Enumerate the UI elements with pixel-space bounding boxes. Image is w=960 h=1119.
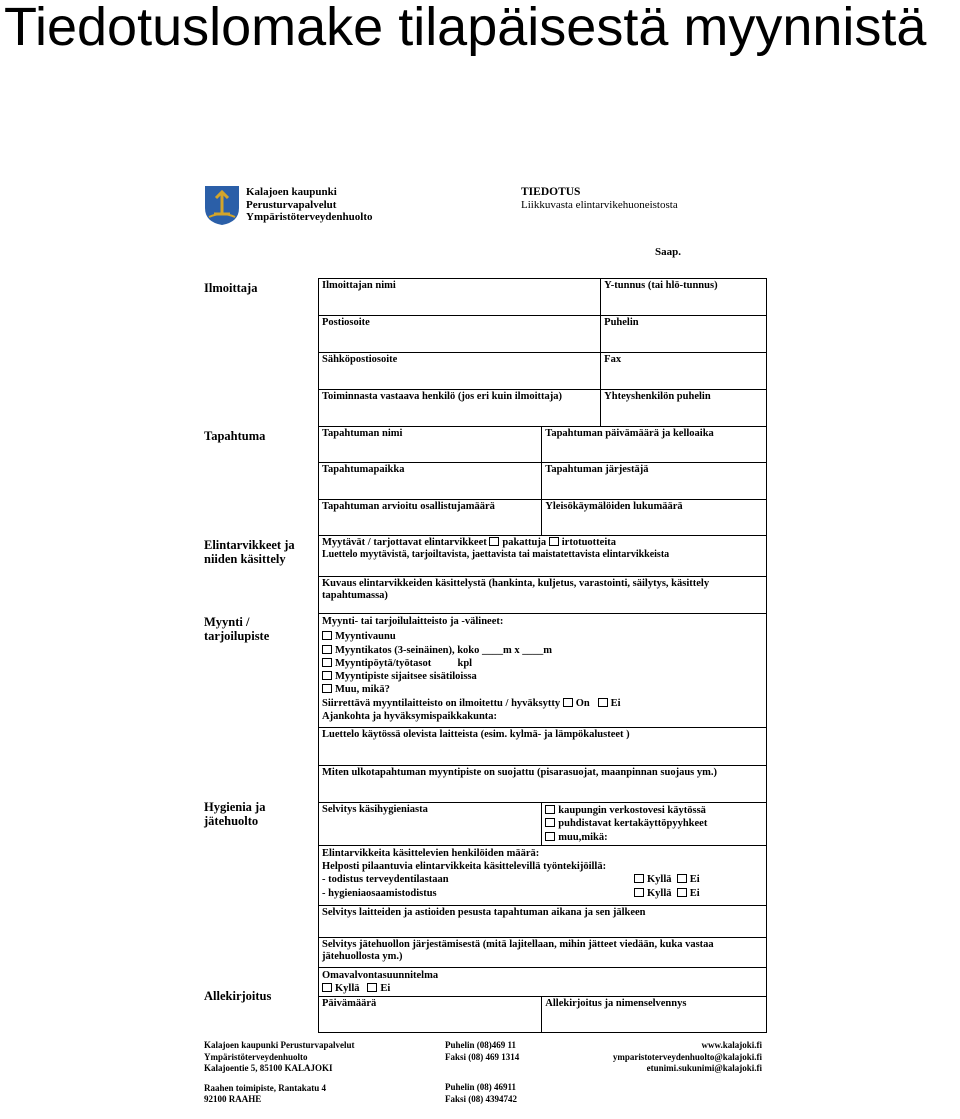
field-name[interactable]: Ilmoittajan nimi bbox=[319, 279, 601, 316]
field-outdoor-protection[interactable]: Miten ulkotapahtuman myyntipiste on suojattu (pisarasuojat, maanpinnan suojaus ym.) bbox=[319, 766, 767, 803]
field-signature[interactable]: Allekirjoitus ja nimenselvennys bbox=[542, 997, 767, 1033]
field-fax[interactable]: Fax bbox=[601, 353, 767, 390]
section-allekirjoitus: Allekirjoitus bbox=[204, 989, 272, 1003]
field-waste[interactable]: Selvitys jätehuollon järjestämisestä (mitä lajitellaan, mihin jätteet viedään, kuka vastaa jätehuollosta ym.) bbox=[319, 937, 767, 967]
passport-no-checkbox[interactable] bbox=[677, 888, 687, 897]
field-event-place[interactable]: Tapahtumapaikka bbox=[319, 463, 542, 500]
other-checkbox[interactable] bbox=[322, 684, 332, 693]
mobile-yes-checkbox[interactable] bbox=[563, 698, 573, 707]
self-control-no-checkbox[interactable] bbox=[367, 983, 377, 992]
section-hygienia: Hygienia ja jätehuolto bbox=[204, 800, 266, 828]
field-equipment[interactable]: Myynti- tai tarjoilulaitteisto ja -välineet: Myyntivaunu Myyntikatos (3-seinäinen), koko ____m x ____m Myyntipöytä/työtasot kpl Myyntipiste sijaitsee sisätiloissa Muu, mikä? Siirrettävä myyntilaitteisto on ilmoitettu / hyväksytty On Ei Ajankohta ja hyväksymispaikkakunta: bbox=[319, 614, 767, 728]
field-toilets[interactable]: Yleisökäymälöiden lukumäärä bbox=[542, 500, 767, 536]
field-contact[interactable]: Toiminnasta vastaava henkilö (jos eri kuin ilmoittaja) bbox=[319, 390, 601, 427]
footer-web: www.kalajoki.fi ymparistoterveydenhuolto@kalajoki.fi etunimi.sukunimi@kalajoki.fi bbox=[612, 1040, 762, 1073]
coat-of-arms-logo bbox=[204, 184, 240, 226]
field-phone[interactable]: Puhelin bbox=[601, 316, 767, 353]
slide-title: Tiedotuslomake tilapäisestä myynnistä bbox=[4, 0, 927, 57]
water-checkbox[interactable] bbox=[545, 805, 555, 814]
field-participants[interactable]: Tapahtuman arvioitu osallistujamäärä bbox=[319, 500, 542, 536]
field-event-organizer[interactable]: Tapahtuman järjestäjä bbox=[542, 463, 767, 500]
passport-yes-checkbox[interactable] bbox=[634, 888, 644, 897]
received-label: Saap. bbox=[655, 246, 681, 258]
field-food-handling[interactable]: Kuvaus elintarvikkeiden käsittelystä (hankinta, kuljetus, varastointi, säilytys, käsittely tapahtumassa) bbox=[319, 577, 767, 614]
section-myynti: Myynti / tarjoilupiste bbox=[204, 615, 270, 643]
field-workers[interactable]: Elintarvikkeita käsittelevien henkilöiden määrä: Helposti pilaantuvia elintarvikkeita käsittelevillä työntekijöillä: - todistus terveydentilastaan Kyllä Ei - hygieniaosaamistodistus Kyllä Ei bbox=[319, 845, 767, 905]
field-email[interactable]: Sähköpostiosoite bbox=[319, 353, 601, 390]
field-event-date[interactable]: Tapahtuman päivämäärä ja kelloaika bbox=[542, 427, 767, 463]
tent-checkbox[interactable] bbox=[322, 645, 332, 654]
other-hygiene-checkbox[interactable] bbox=[545, 832, 555, 841]
field-ytunnus[interactable]: Y-tunnus (tai hlö-tunnus) bbox=[601, 279, 767, 316]
health-no-checkbox[interactable] bbox=[677, 874, 687, 883]
hygiene-options: kaupungin verkostovesi käytössä puhdistavat kertakäyttöpyyhkeet muu,mikä: bbox=[542, 803, 767, 846]
field-hand-hygiene[interactable]: Selvitys käsihygieniasta bbox=[319, 803, 542, 846]
form-table bbox=[318, 278, 767, 1033]
indoor-checkbox[interactable] bbox=[322, 671, 332, 680]
section-elintarvikkeet: Elintarvikkeet ja niiden käsittely bbox=[204, 538, 295, 566]
footer-phones: Puhelin (08)469 11 Faksi (08) 469 1314 Puhelin (08) 46911 Faksi (08) 4394742 bbox=[445, 1040, 520, 1104]
form-document bbox=[196, 176, 776, 1111]
field-self-control[interactable]: Omavalvontasuunnitelma Kyllä Ei bbox=[319, 967, 767, 997]
field-food-list[interactable]: Myytävät / tarjottavat elintarvikkeet pakattuja irtotuotteita Luettelo myytävistä, tarjoiltavista, jaettavista tai maistatettavista elintarvikkeista bbox=[319, 536, 767, 577]
table-checkbox[interactable] bbox=[322, 658, 332, 667]
bulk-checkbox[interactable] bbox=[549, 537, 559, 546]
field-event-name[interactable]: Tapahtuman nimi bbox=[319, 427, 542, 463]
towels-checkbox[interactable] bbox=[545, 818, 555, 827]
form-header: TIEDOTUS Liikkuvasta elintarvikehuoneistosta bbox=[521, 186, 678, 211]
field-address[interactable]: Postiosoite bbox=[319, 316, 601, 353]
section-ilmoittaja: Ilmoittaja bbox=[204, 281, 258, 295]
packaged-checkbox[interactable] bbox=[489, 537, 499, 546]
health-yes-checkbox[interactable] bbox=[634, 874, 644, 883]
trailer-checkbox[interactable] bbox=[322, 631, 332, 640]
field-date[interactable]: Päivämäärä bbox=[319, 997, 542, 1033]
mobile-no-checkbox[interactable] bbox=[598, 698, 608, 707]
field-washing[interactable]: Selvitys laitteiden ja astioiden pesusta tapahtuman aikana ja sen jälkeen bbox=[319, 905, 767, 937]
footer-address: Kalajoen kaupunki Perusturvapalvelut Ympäristöterveydenhuolto Kalajoentie 5, 85100 KALAJOKI Raahen toimipiste, Rantakatu 4 92100 RAAHE bbox=[204, 1040, 355, 1104]
field-devices[interactable]: Luettelo käytössä olevista laitteista (esim. kylmä- ja lämpökalusteet ) bbox=[319, 728, 767, 766]
section-tapahtuma: Tapahtuma bbox=[204, 429, 266, 443]
field-contact-phone[interactable]: Yhteyshenkilön puhelin bbox=[601, 390, 767, 427]
organization-name: Kalajoen kaupunki Perusturvapalvelut Ympäristöterveydenhuolto bbox=[246, 186, 373, 223]
self-control-yes-checkbox[interactable] bbox=[322, 983, 332, 992]
